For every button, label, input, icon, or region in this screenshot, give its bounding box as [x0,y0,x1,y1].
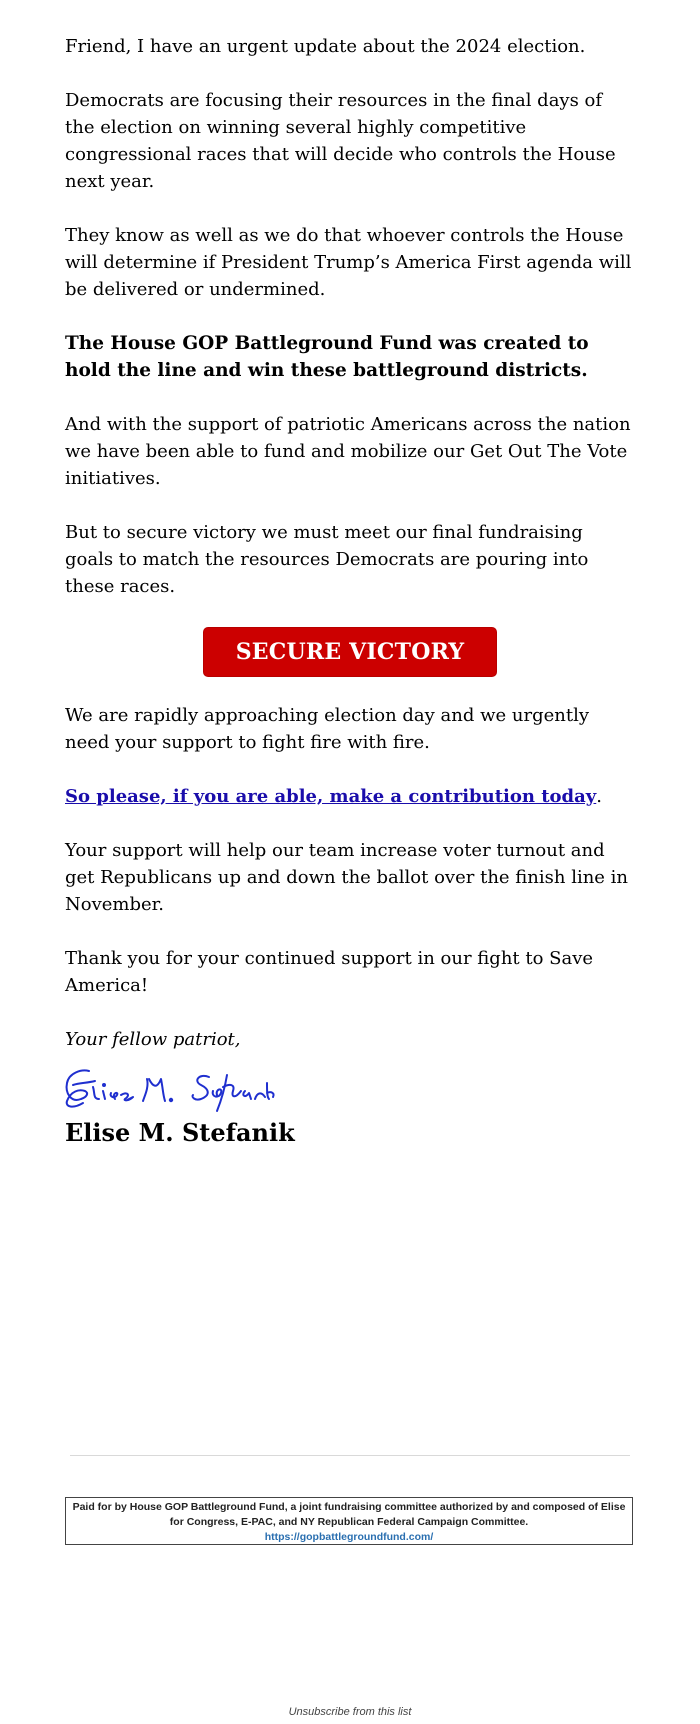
body-paragraph: They know as well as we do that whoever controls the House will determine if President Trump’s America First agenda will be delivered or undermined. [65,225,632,300]
contribution-link[interactable]: So please, if you are able, make a contribution today [65,786,597,807]
body-paragraph: Your support will help our team increase voter turnout and get Republicans up and down the ballot over the finish line in November. [65,840,629,915]
signer-name: Elise M. Stefanik [65,1118,295,1147]
body-paragraph: Thank you for your continued support in our fight to Save America! [65,948,594,996]
body-paragraph: And with the support of patriotic Americans across the nation we have been able to fund and mobilize our Get Out The Vote initiatives. [65,414,631,489]
footer-divider [70,1455,630,1456]
contribution-paragraph [65,783,635,810]
disclaimer-text: Paid for by House GOP Battleground Fund, a joint fundraising committee authorized by and composed of Elise for Congress, E-PAC, and NY Republican Federal Campaign Committee. [72,1501,626,1528]
secure-victory-button[interactable]: SECURE VICTORY [203,627,497,677]
greeting-paragraph: Friend, I have an urgent update about the 2024 election. [65,36,586,57]
body-paragraph: Democrats are focusing their resources in the final days of the election on winning several highly competitive congressional races that will decide who controls the House next year. [65,90,616,192]
body-paragraph: But to secure victory we must meet our final fundraising goals to match the resources Democrats are pouring into these races. [65,522,589,597]
cta-container [65,627,635,675]
contribution-period: . [596,786,602,807]
unsubscribe-link[interactable]: Unsubscribe from this list [288,1706,412,1718]
letter-body [65,33,635,1146]
bold-paragraph: The House GOP Battleground Fund was created to hold the line and win these battleground districts. [65,333,589,381]
body-paragraph: We are rapidly approaching election day and we urgently need your support to fight fire with fire. [65,705,590,753]
paid-for-disclaimer [65,1497,633,1545]
fund-website-link[interactable]: https://gopbattlegroundfund.com/ [264,1531,434,1543]
closing-line: Your fellow patriot, [65,1029,241,1050]
signature-image [59,1063,309,1115]
